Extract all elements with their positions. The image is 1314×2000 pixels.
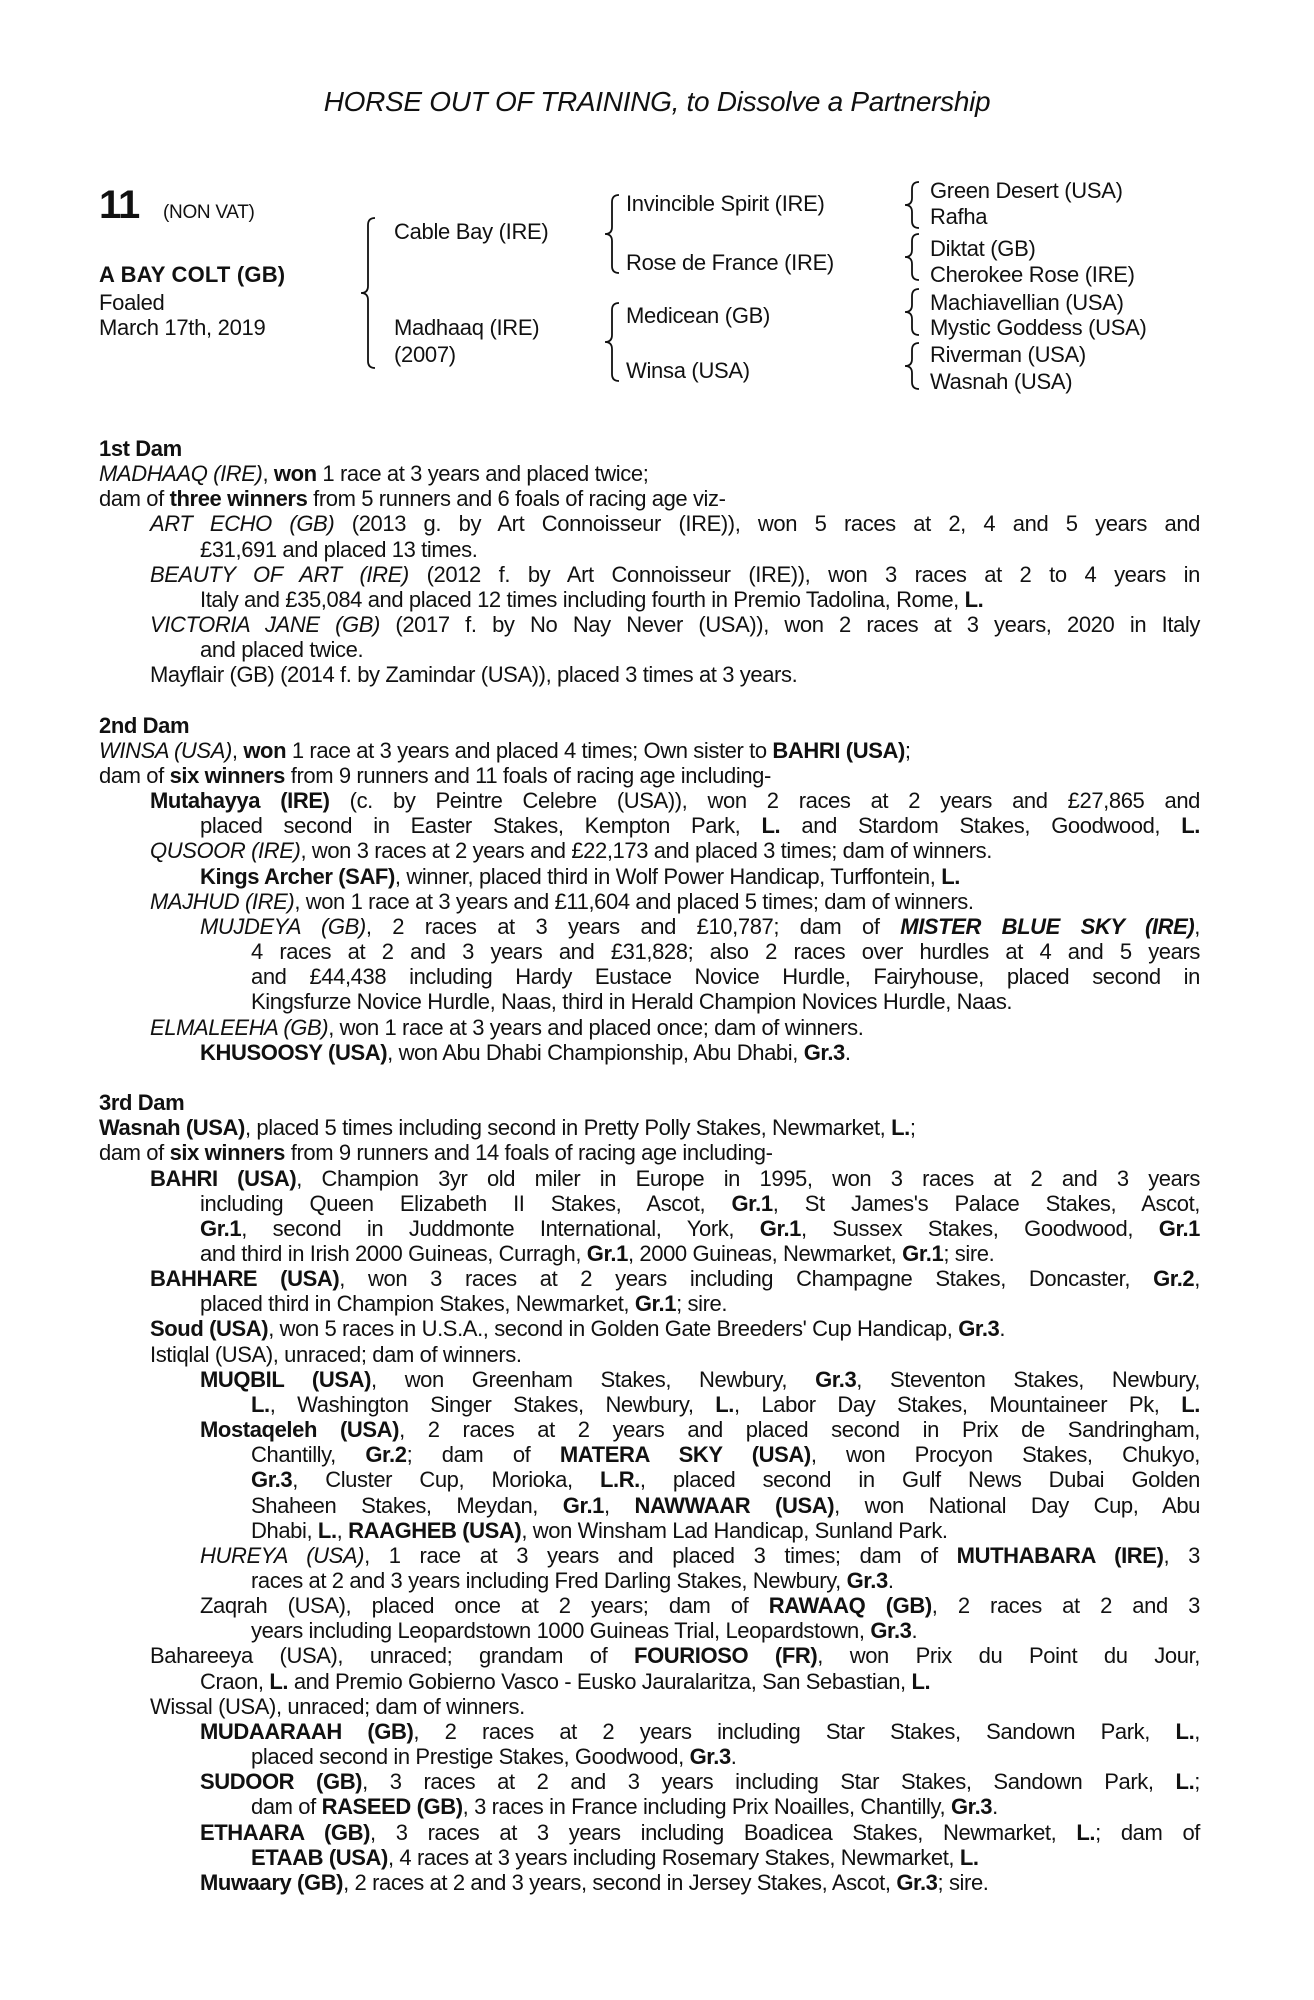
bold-text: BAHRI (USA) <box>150 1165 297 1191</box>
text: years including Leopardstown 1000 Guineas Trial, Leopardstown, <box>251 1618 871 1644</box>
bold-text: won <box>243 737 287 763</box>
text: dam of <box>99 1140 170 1166</box>
text: from 9 runners and 11 foals of racing age including- <box>285 763 771 789</box>
italic-text: WINSA (USA) <box>99 737 232 763</box>
italic-text: MUJDEYA (GB) <box>200 913 366 939</box>
bold-text: Gr.3 <box>958 1316 1000 1342</box>
bold-text: BAHRI (USA) <box>772 737 905 763</box>
record-line <box>99 1291 1200 1316</box>
text: and Stardom Stakes, Goodwood, <box>780 813 1182 839</box>
record-line <box>99 1115 1200 1140</box>
italic-text: HUREYA (USA) <box>200 1542 365 1568</box>
text: , <box>1194 1266 1200 1292</box>
text: ; <box>909 1115 916 1141</box>
record-line <box>99 612 1200 637</box>
italic-text: VICTORIA JANE (GB) <box>150 612 380 638</box>
bold-text: Gr.3 <box>815 1366 857 1392</box>
bold-text: FOURIOSO (FR) <box>634 1643 818 1669</box>
record-line <box>99 788 1200 813</box>
bold-text: three winners <box>169 486 308 512</box>
record-line <box>99 587 1200 612</box>
record-line <box>99 864 1200 889</box>
text: , won Greenham Stakes, Newbury, <box>371 1366 816 1392</box>
record-line <box>99 989 1200 1014</box>
text: , 2 races at 2 and 3 years, second in Jersey Stakes, Ascot, <box>343 1869 897 1895</box>
record-line <box>99 1618 1200 1643</box>
curly-brace <box>905 343 919 389</box>
section-heading: 3rd Dam <box>99 1090 185 1116</box>
record-line <box>99 1543 1200 1568</box>
record-line <box>99 486 1200 511</box>
record-line <box>99 763 1200 788</box>
bold-text: L. <box>761 813 781 839</box>
pedigree-gen4: Diktat (GB) <box>930 236 1036 261</box>
record-line <box>99 461 1200 486</box>
italic-text: MADHAAQ (IRE) <box>99 461 263 487</box>
dam-section <box>99 713 1200 1065</box>
pedigree-gen4: Green Desert (USA) <box>930 178 1123 203</box>
bold-text: L. <box>251 1391 270 1417</box>
text: , Washington Singer Stakes, Newbury, <box>269 1391 716 1417</box>
pedigree-gen4: Mystic Goddess (USA) <box>930 315 1147 340</box>
record-line <box>99 662 1200 687</box>
bold-text: L. <box>715 1391 735 1417</box>
record-line <box>99 511 1200 536</box>
text: , won Abu Dhabi Championship, Abu Dhabi, <box>387 1039 804 1065</box>
text: . <box>887 1568 894 1593</box>
text: Craon, <box>200 1668 270 1694</box>
text: and third in Irish 2000 Guineas, Curragh, <box>200 1240 587 1266</box>
text: 4 races at 2 and 3 years and £31,828; also 2 races over hurdles at 4 and 5 years <box>251 939 1200 965</box>
curly-brace <box>905 234 919 280</box>
bold-text: Gr.1 <box>200 1215 242 1241</box>
curly-brace <box>905 289 919 335</box>
record-line <box>99 1794 1200 1819</box>
record-line <box>99 1593 1200 1618</box>
record-line <box>99 813 1200 838</box>
text: , Champion 3yr old miler in Europe in 1995, won 3 races at 2 and 3 years <box>296 1165 1200 1191</box>
bold-text: L.R. <box>599 1467 640 1493</box>
text: , won 1 race at 3 years and placed once; dam of winners. <box>328 1014 864 1040</box>
foaled-label: Foaled <box>99 290 165 315</box>
bold-text: Gr.1 <box>586 1240 628 1266</box>
pedigree-gen4: Rafha <box>930 204 988 229</box>
bold-text: SUDOOR (GB) <box>200 1769 363 1795</box>
record-line <box>99 1316 1200 1341</box>
italic-text: MAJHUD (IRE) <box>150 888 295 914</box>
text: , 1 race at 3 years and placed 3 times; dam of <box>364 1542 957 1568</box>
record-line <box>99 537 1200 562</box>
record-line <box>99 562 1200 587</box>
bold-text: MUDAARAAH (GB) <box>200 1718 414 1744</box>
text: ; sire. <box>943 1240 995 1266</box>
pedigree-sire-dam: Rose de France (IRE) <box>626 250 834 275</box>
record-line <box>99 1392 1200 1417</box>
text: Mayflair (GB) (2014 f. by Zamindar (USA)), placed 3 times at 3 years. <box>150 662 798 688</box>
bold-text: Gr.3 <box>846 1568 888 1593</box>
text: , St James's Palace Stakes, Ascot, <box>772 1190 1200 1216</box>
italic-text: QUSOOR (IRE) <box>150 838 301 864</box>
text: , Cluster Cup, Morioka, <box>292 1467 600 1493</box>
bold-text: Gr.3 <box>896 1869 938 1895</box>
text: , <box>1194 1718 1201 1744</box>
text: , 2 races at 2 years and placed second in Prix de Sandringham, <box>399 1417 1200 1443</box>
bold-text: Gr.1 <box>902 1240 944 1266</box>
italic-text: ELMALEEHA (GB) <box>150 1014 329 1040</box>
bold-text: L. <box>911 1668 931 1694</box>
bold-text: Gr.3 <box>689 1744 731 1770</box>
text: , won Prix du Point du Jour, <box>817 1643 1200 1669</box>
page-title: HORSE OUT OF TRAINING, to Dissolve a Partnership <box>323 86 991 117</box>
text: , 2 races at 2 years including Star Stakes, Sandown Park, <box>413 1718 1176 1744</box>
text: races at 2 and 3 years including Fred Darling Stakes, Newbury, <box>251 1568 847 1593</box>
text: Bahareeya (USA), unraced; grandam of <box>150 1643 635 1669</box>
text: , winner, placed third in Wolf Power Handicap, Turffontein, <box>394 863 942 889</box>
text: ; <box>1194 1769 1201 1795</box>
record-line <box>99 838 1200 863</box>
text: (2012 f. by Art Connoisseur (IRE)), won 3 races at 2 to 4 years in <box>408 561 1200 587</box>
record-line <box>99 1015 1200 1040</box>
text: dam of <box>99 486 170 512</box>
record-line <box>99 1694 1200 1719</box>
bold-text: L. <box>891 1115 910 1141</box>
text: Shaheen Stakes, Meydan, <box>251 1492 563 1518</box>
pedigree-gen4: Cherokee Rose (IRE) <box>930 262 1135 287</box>
bold-text: Gr.3 <box>870 1618 912 1644</box>
text: Kingsfurze Novice Hurdle, Naas, third in Herald Champion Novices Hurdle, Naas. <box>251 989 1013 1015</box>
pedigree-sire-sire: Invincible Spirit (IRE) <box>626 191 825 216</box>
bold-text: Gr.1 <box>562 1492 605 1518</box>
bold-text: L. <box>964 586 984 612</box>
text: . <box>992 1794 998 1820</box>
bold-text: L. <box>269 1668 289 1694</box>
record-line <box>99 1241 1200 1266</box>
italic-text: BEAUTY OF ART (IRE) <box>150 561 409 587</box>
text: , 3 races at 2 and 3 years including Star Stakes, Sandown Park, <box>362 1769 1176 1795</box>
record-line <box>99 1643 1200 1668</box>
text: , 4 races at 3 years including Rosemary Stakes, Newmarket, <box>387 1844 960 1870</box>
record-line <box>99 1870 1200 1895</box>
text: including Queen Elizabeth II Stakes, Ascot, <box>200 1190 732 1216</box>
bold-text: L. <box>1175 1718 1195 1744</box>
text: dam of <box>99 763 170 789</box>
text: , placed second in Gulf News Dubai Golden <box>639 1467 1200 1493</box>
text: and Premio Gobierno Vasco - Eusko Jauralaritza, San Sebastian, <box>288 1668 912 1694</box>
record-line <box>99 1191 1200 1216</box>
record-line <box>99 1040 1200 1065</box>
text: from 9 runners and 14 foals of racing age including- <box>285 1140 773 1166</box>
text: ; sire. <box>676 1291 728 1317</box>
italic-text: ART ECHO (GB) <box>150 511 335 537</box>
record-line <box>99 889 1200 914</box>
text: , placed 5 times including second in Pretty Polly Stakes, Newmarket, <box>244 1115 892 1141</box>
text: ; <box>904 737 911 763</box>
bold-text: ETHAARA (GB) <box>200 1819 370 1845</box>
horse-name: A BAY COLT (GB) <box>99 262 286 287</box>
text: (c. by Peintre Celebre (USA)), won 2 races at 2 years and £27,865 and <box>329 788 1201 814</box>
bold-text: MATERA SKY (USA) <box>559 1442 811 1468</box>
bold-text: BAHHARE (USA) <box>150 1266 340 1292</box>
text: , Steventon Stakes, Newbury, <box>856 1366 1201 1392</box>
text: , <box>1194 913 1200 939</box>
pedigree-dam-sire: Medicean (GB) <box>626 303 771 328</box>
text: , won Winsham Lad Handicap, Sunland Park. <box>521 1517 948 1543</box>
bold-text: L. <box>941 863 960 889</box>
bold-text: Gr.3 <box>803 1039 845 1065</box>
text: , second in Juddmonte International, York, <box>241 1215 760 1241</box>
bold-text: Muwaary (GB) <box>200 1869 344 1895</box>
record-line <box>99 914 1200 939</box>
record-line <box>99 637 1200 662</box>
bold-text: Gr.2 <box>1153 1266 1195 1292</box>
bold-text: six winners <box>169 1140 286 1166</box>
bold-text: Gr.1 <box>759 1215 802 1241</box>
bold-text: Mutahayya (IRE) <box>150 788 330 814</box>
pedigree-gen4: Machiavellian (USA) <box>930 290 1124 315</box>
bold-text: L. <box>1076 1819 1096 1845</box>
bold-text: Gr.2 <box>365 1442 407 1468</box>
bold-text: RASEED (GB) <box>321 1794 463 1820</box>
record-line <box>99 1518 1200 1543</box>
bold-text: RAAGHEB (USA) <box>348 1517 522 1543</box>
record-line <box>99 1568 1200 1593</box>
record-line <box>99 1845 1200 1870</box>
text: , Sussex Stakes, Goodwood, <box>801 1215 1159 1241</box>
bold-text: Gr.1 <box>634 1291 677 1317</box>
pedigree-gen4: Wasnah (USA) <box>930 369 1073 394</box>
record-line <box>99 1467 1200 1492</box>
record-line <box>99 738 1200 763</box>
bold-text: RAWAAQ (GB) <box>768 1593 932 1619</box>
bold-text: L. <box>1175 1769 1195 1795</box>
vat-status: (NON VAT) <box>163 202 255 223</box>
text: ; sire. <box>937 1869 989 1895</box>
bold-text: MUTHABARA (IRE) <box>956 1542 1164 1568</box>
text: , 2 races at 3 years and £10,787; dam of <box>365 913 901 939</box>
bold-text: NAWWAAR (USA) <box>634 1492 835 1518</box>
bold-text: Kings Archer (SAF) <box>200 863 395 889</box>
bold-text: won <box>273 461 317 487</box>
text: . <box>911 1618 918 1644</box>
text: . <box>844 1039 851 1065</box>
record-line <box>99 1140 1200 1165</box>
text: , 2000 Guineas, Newmarket, <box>627 1240 903 1266</box>
text: and £44,438 including Hardy Eustace Novice Hurdle, Fairyhouse, placed second in <box>251 964 1200 990</box>
dam-section <box>99 436 1200 688</box>
foaled-date: March 17th, 2019 <box>99 315 266 340</box>
record-line <box>99 1216 1200 1241</box>
text: (2017 f. by No Nay Never (USA)), won 2 races at 3 years, 2020 in Italy <box>379 612 1200 638</box>
text: Italy and £35,084 and placed 12 times including fourth in Premio Tadolina, Rome, <box>200 586 965 612</box>
bold-text: L. <box>1181 813 1201 839</box>
record-line <box>99 1769 1200 1794</box>
pedigree-dam-dam: Winsa (USA) <box>626 358 750 383</box>
bold-text: Gr.1 <box>731 1190 773 1216</box>
bold-text: ETAAB (USA) <box>251 1844 388 1870</box>
bold-text: MISTER BLUE SKY (IRE) <box>900 913 1195 939</box>
text: £31,691 and placed 13 times. <box>200 536 478 562</box>
text: , 3 races in France including Prix Noailles, Chantilly, <box>462 1794 951 1820</box>
text: . <box>999 1316 1006 1342</box>
bold-text: Mostaqeleh (USA) <box>200 1417 400 1443</box>
record-line <box>99 964 1200 989</box>
bold-text: Soud (USA) <box>150 1316 269 1342</box>
bold-text: Wasnah (USA) <box>99 1115 245 1141</box>
text: , won National Day Cup, Abu <box>834 1492 1200 1518</box>
text: , won 1 race at 3 years and £11,604 and placed 5 times; dam of winners. <box>294 888 974 914</box>
curly-brace <box>605 195 619 273</box>
section-heading: 1st Dam <box>99 436 182 461</box>
text: , 3 <box>1163 1542 1200 1568</box>
pedigree-dam: Madhaaq (IRE) <box>394 315 540 340</box>
record-line <box>99 1166 1200 1191</box>
text: Istiqlal (USA), unraced; dam of winners. <box>150 1341 522 1367</box>
bold-text: KHUSOOSY (USA) <box>200 1039 388 1065</box>
section-heading: 2nd Dam <box>99 712 190 738</box>
record-line <box>99 1342 1200 1367</box>
record-line <box>99 1266 1200 1291</box>
text: ; dam of <box>1095 1819 1200 1845</box>
text: dam of <box>251 1794 322 1820</box>
curly-brace <box>905 182 919 228</box>
text: , won 3 races at 2 years including Champagne Stakes, Doncaster, <box>339 1266 1154 1292</box>
bold-text: Gr.3 <box>251 1467 293 1493</box>
curly-brace <box>605 303 619 381</box>
text: . <box>730 1744 737 1770</box>
text: (2013 g. by Art Connoisseur (IRE)), won 5 races at 2, 4 and 5 years and <box>334 511 1200 537</box>
text: Dhabi, <box>251 1517 318 1543</box>
record-line <box>99 1367 1200 1392</box>
text: , won Procyon Stakes, Chukyo, <box>810 1442 1201 1468</box>
bold-text: L. <box>959 1844 979 1870</box>
pedigree-sire: Cable Bay (IRE) <box>394 219 549 244</box>
curly-brace <box>361 218 375 368</box>
lot-number: 11 <box>99 183 140 227</box>
text: and placed twice. <box>200 637 364 663</box>
text: Zaqrah (USA), placed once at 2 years; dam of <box>200 1593 769 1619</box>
text: placed third in Champion Stakes, Newmarket, <box>200 1291 635 1317</box>
text: placed second in Prestige Stakes, Goodwood, <box>251 1744 690 1770</box>
text: , Labor Day Stakes, Mountaineer Pk, <box>734 1391 1182 1417</box>
text: , <box>336 1517 349 1543</box>
dam-section <box>99 1090 1200 1895</box>
bold-text: Gr.3 <box>950 1794 993 1820</box>
text: , <box>604 1492 635 1518</box>
text: from 5 runners and 6 foals of racing age viz- <box>307 486 726 512</box>
text: , 2 races at 2 and 3 <box>931 1593 1200 1619</box>
record-line <box>99 939 1200 964</box>
record-line <box>99 1719 1200 1744</box>
record-line <box>99 1417 1200 1442</box>
text: 1 race at 3 years and placed twice; <box>316 461 649 487</box>
text: , <box>262 461 274 487</box>
text: Chantilly, <box>251 1442 366 1468</box>
text: Wissal (USA), unraced; dam of winners. <box>150 1693 525 1719</box>
record-line <box>99 1820 1200 1845</box>
produce-record <box>99 436 1200 1920</box>
record-line <box>99 1442 1200 1467</box>
text: , won 3 races at 2 years and £22,173 and placed 3 times; dam of winners. <box>300 838 992 864</box>
record-line <box>99 1744 1200 1769</box>
record-line <box>99 1493 1200 1518</box>
record-line <box>99 1669 1200 1694</box>
text: , <box>231 737 244 763</box>
pedigree-dam-year: (2007) <box>394 342 456 367</box>
bold-text: Gr.1 <box>1158 1215 1200 1241</box>
bold-text: L. <box>317 1517 337 1543</box>
text: 1 race at 3 years and placed 4 times; Own sister to <box>286 737 773 763</box>
text: , won 5 races in U.S.A., second in Golden Gate Breeders' Cup Handicap, <box>268 1316 959 1342</box>
bold-text: L. <box>1181 1391 1200 1417</box>
text: , 3 races at 3 years including Boadicea Stakes, Newmarket, <box>370 1819 1077 1845</box>
pedigree-gen4: Riverman (USA) <box>930 342 1086 367</box>
bold-text: MUQBIL (USA) <box>200 1366 372 1392</box>
text: placed second in Easter Stakes, Kempton Park, <box>200 813 762 839</box>
bold-text: six winners <box>169 763 286 789</box>
text: ; dam of <box>406 1442 560 1468</box>
